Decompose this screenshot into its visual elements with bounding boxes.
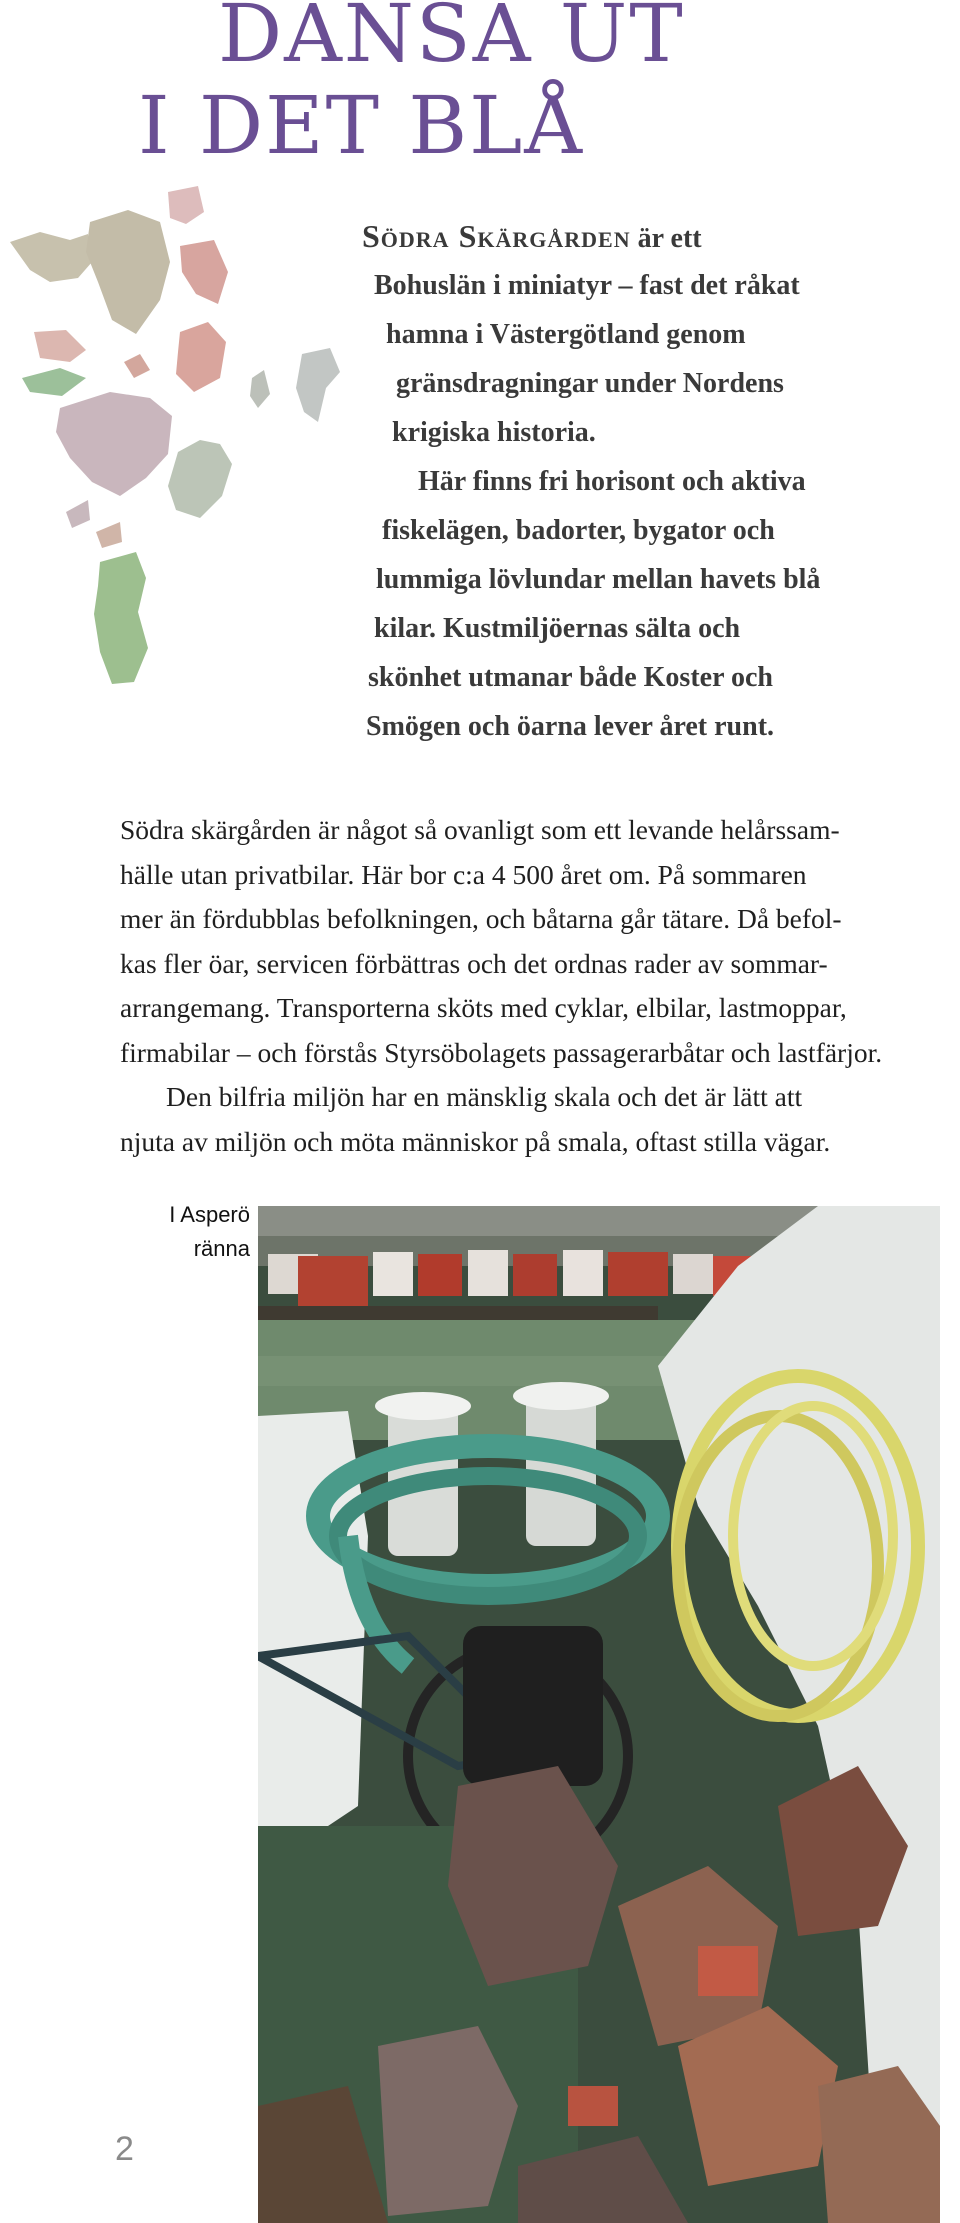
island-1	[10, 232, 92, 282]
body-line: kas fler öar, servicen förbättras och det ordnas rader av sommar-	[120, 947, 828, 979]
body-line: arrangemang. Transporterna sköts med cyklar, elbilar, lastmoppar,	[120, 992, 847, 1023]
body-line: firmabilar – och förstås Styrsöbolagets passagerarbåtar och lastfärjor.	[120, 1036, 883, 1068]
intro-line: krigiska historia.	[392, 417, 596, 448]
intro-line: skönhet utmanar både Koster och	[368, 662, 774, 693]
ferry-deck-photo	[258, 1206, 940, 2223]
intro-line: hamna i Västergötland genom	[386, 319, 746, 350]
island-9	[56, 392, 172, 496]
title-line-1: DANSA UT	[218, 0, 685, 80]
title-line-2: I DET BLÅ	[138, 79, 585, 172]
island-10	[168, 440, 232, 518]
intro-line: fiskelägen, badorter, bygator och	[382, 515, 775, 546]
intro-line: lummiga lövlundar mellan havets blå	[376, 564, 821, 595]
intro-line: kilar. Kustmiljöernas sälta och	[374, 613, 741, 644]
body-line: hälle utan privatbilar. Här bor c:a 4 500 året om. På sommaren	[120, 858, 807, 890]
body-line: mer än fördubblas befolkningen, och båtarna går tätare. Då befol-	[120, 903, 842, 934]
intro-line	[362, 212, 702, 263]
island-14	[96, 522, 122, 548]
island-5	[176, 322, 226, 392]
island-4	[180, 240, 228, 304]
intro-line: gränsdragningar under Nordens	[396, 368, 784, 399]
island-11	[250, 370, 270, 408]
body-line: Södra skärgården är något så ovanligt som ett levande helårssam-	[120, 814, 840, 845]
island-8	[22, 368, 86, 396]
intro-line: Smögen och öarna lever året runt.	[366, 711, 775, 742]
island-2	[86, 210, 170, 334]
page-number: 2	[115, 2130, 134, 2168]
island-15	[94, 552, 148, 684]
intro-line: Bohuslän i miniatyr – fast det råkat	[374, 270, 800, 301]
body-line: njuta av miljön och möta människor på smala, oftast stilla vägar.	[120, 1125, 831, 1157]
island-3	[168, 186, 204, 224]
island-6	[34, 330, 86, 362]
island-7	[124, 354, 150, 378]
intro-lead-rest: är ett	[630, 223, 702, 254]
caption-line-1: I Asperö	[169, 1202, 250, 1227]
photo-caption	[150, 1198, 250, 1266]
island-13	[66, 500, 90, 528]
photo-illustration	[258, 1206, 940, 2223]
intro-lead: Södra Skärgården	[362, 218, 631, 254]
island-12	[296, 348, 340, 422]
archipelago-map-icon	[0, 182, 370, 712]
body-line: Den bilfria miljön har en mänsklig skala och det är lätt att	[166, 1081, 803, 1112]
caption-line-2: ränna	[193, 1236, 250, 1261]
intro-line: Här finns fri horisont och aktiva	[418, 466, 806, 497]
